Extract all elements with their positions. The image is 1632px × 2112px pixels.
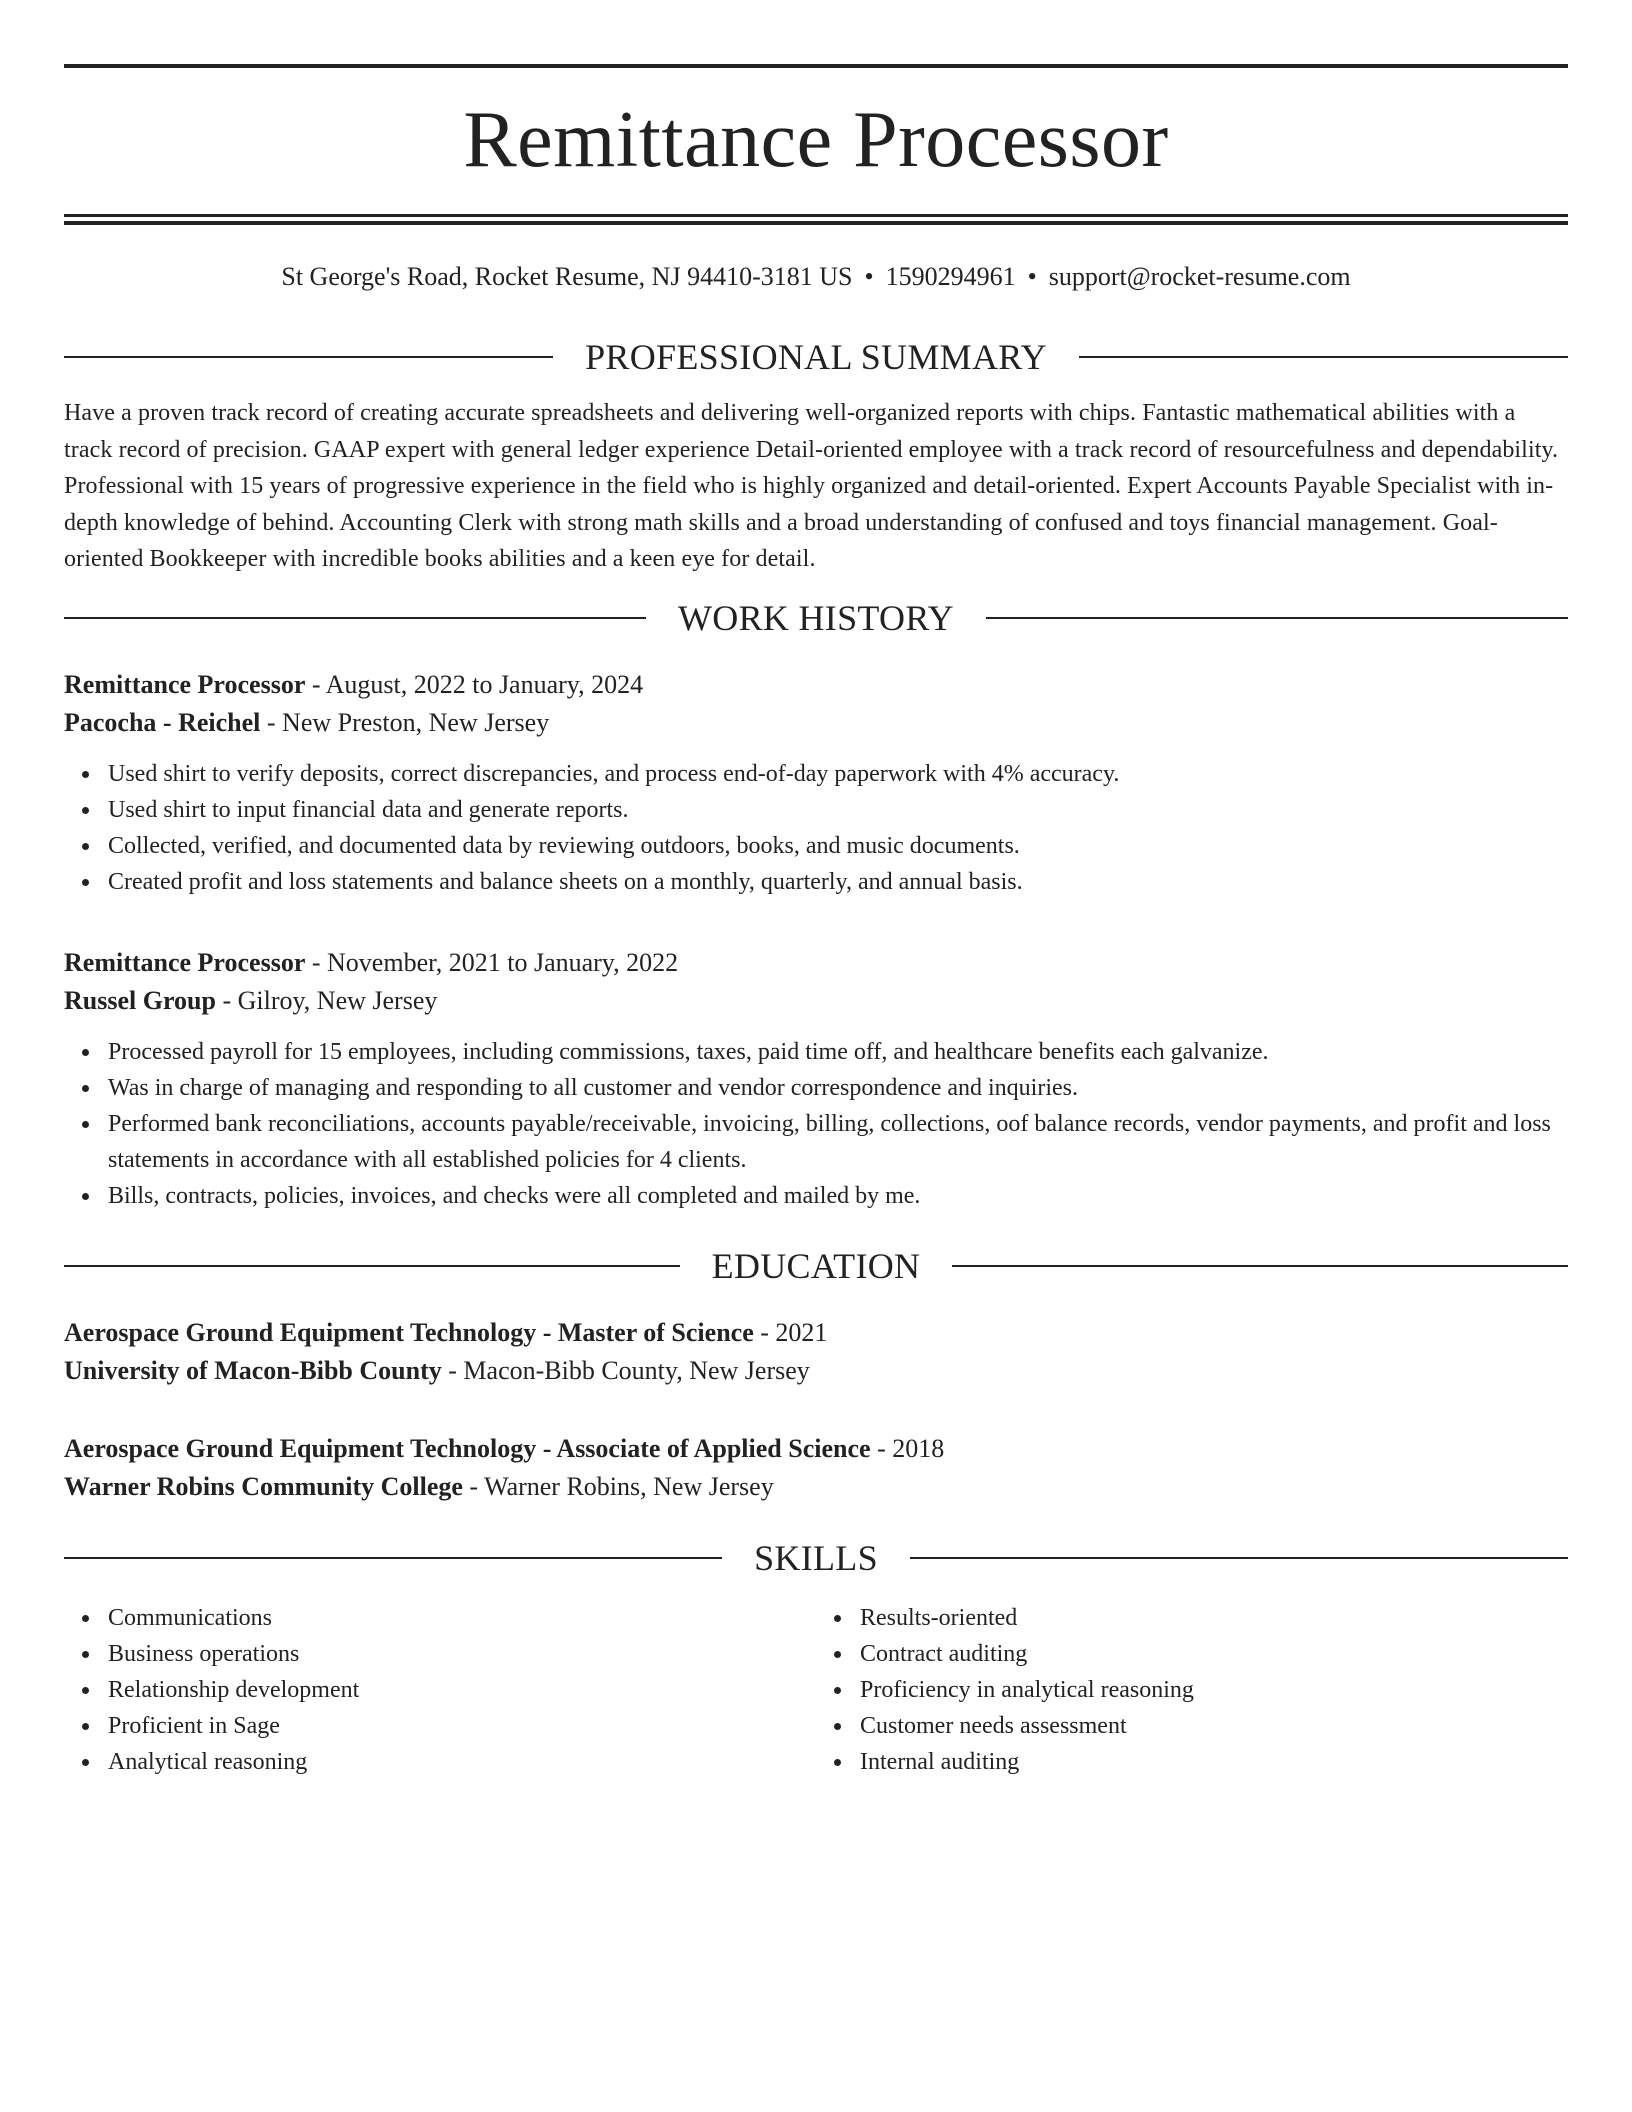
header-top-rule xyxy=(64,64,1568,68)
job-bullet: Created profit and loss statements and balance sheets on a monthly, quarterly, and annual basis. xyxy=(108,864,1568,900)
job-entry xyxy=(64,666,1568,900)
heading-rule-right xyxy=(1079,356,1568,358)
heading-rule-left xyxy=(64,1557,722,1559)
header-double-rule xyxy=(64,214,1568,225)
contact-separator: • xyxy=(864,262,874,291)
job-title: Remittance Processor xyxy=(64,669,306,699)
job-bullet: Processed payroll for 15 employees, including commissions, taxes, paid time off, and healthcare benefits each galvanize. xyxy=(108,1034,1568,1070)
job-bullet: Used shirt to input financial data and generate reports. xyxy=(108,792,1568,828)
job-company: Russel Group xyxy=(64,985,216,1015)
education-school: Warner Robins Community College xyxy=(64,1471,463,1501)
job-bullet: Was in charge of managing and responding to all customer and vendor correspondence and inquiries. xyxy=(108,1070,1568,1106)
skills-heading-title: SKILLS xyxy=(754,1537,878,1578)
skills-columns xyxy=(64,1600,1568,1780)
job-bullet-list xyxy=(64,756,1568,900)
skill-item: Results-oriented xyxy=(860,1600,1568,1636)
job-title-line xyxy=(64,944,1568,982)
skill-item: Proficient in Sage xyxy=(108,1708,816,1744)
job-title-line xyxy=(64,666,1568,704)
education-degree: Aerospace Ground Equipment Technology - Master of Science xyxy=(64,1317,754,1347)
heading-rule-right xyxy=(986,617,1568,619)
job-location: - Gilroy, New Jersey xyxy=(215,985,438,1015)
job-dates: - November, 2021 to January, 2022 xyxy=(305,947,679,977)
candidate-name: Remittance Processor xyxy=(463,96,1169,184)
education-degree-line xyxy=(64,1314,1568,1352)
job-company-line xyxy=(64,704,1568,742)
heading-rule-left xyxy=(64,356,553,358)
job-bullet: Used shirt to verify deposits, correct discrepancies, and process end-of-day paperwork with 4% accuracy. xyxy=(108,756,1568,792)
skill-item: Business operations xyxy=(108,1636,816,1672)
heading-rule-left xyxy=(64,617,646,619)
education-degree: Aerospace Ground Equipment Technology - Associate of Applied Science xyxy=(64,1433,871,1463)
education-section-heading xyxy=(64,1244,1568,1288)
education-year: - 2018 xyxy=(870,1433,945,1463)
heading-rule-right xyxy=(910,1557,1568,1559)
education-location: - Warner Robins, New Jersey xyxy=(462,1471,774,1501)
job-bullet: Collected, verified, and documented data by reviewing outdoors, books, and music documents. xyxy=(108,828,1568,864)
skill-item: Communications xyxy=(108,1600,816,1636)
skill-item: Internal auditing xyxy=(860,1744,1568,1780)
job-location: - New Preston, New Jersey xyxy=(260,707,550,737)
education-degree-line xyxy=(64,1430,1568,1468)
education-school-line xyxy=(64,1352,1568,1390)
job-bullet: Bills, contracts, policies, invoices, and checks were all completed and mailed by me. xyxy=(108,1178,1568,1214)
job-company: Pacocha - Reichel xyxy=(64,707,261,737)
heading-rule-left xyxy=(64,1265,680,1267)
contact-email: support@rocket-resume.com xyxy=(1048,262,1351,291)
contact-phone: 1590294961 xyxy=(885,262,1016,291)
job-entry xyxy=(64,944,1568,1214)
work-history-heading-title: WORK HISTORY xyxy=(678,597,954,638)
contact-separator: • xyxy=(1027,262,1037,291)
education-year: - 2021 xyxy=(753,1317,828,1347)
education-entry xyxy=(64,1430,1568,1506)
skill-item: Relationship development xyxy=(108,1672,816,1708)
education-heading-title: EDUCATION xyxy=(711,1245,921,1286)
skills-list-left xyxy=(64,1600,816,1780)
skill-item: Customer needs assessment xyxy=(860,1708,1568,1744)
education-location: - Macon-Bibb County, New Jersey xyxy=(441,1355,810,1385)
skills-list-right xyxy=(816,1600,1568,1780)
education-entry xyxy=(64,1314,1568,1390)
job-company-line xyxy=(64,982,1568,1020)
job-title: Remittance Processor xyxy=(64,947,306,977)
summary-text: Have a proven track record of creating accurate spreadsheets and delivering well-organized reports with chips. Fantastic mathematical abilities with a track record of precision. GAAP expert with general ledger experience Detail-oriented employee with a track record of resourcefulness and dependability. Professional with 15 years of progressive experience in the field who is highly organized and detail-oriented. Expert Accounts Payable Specialist with in-depth knowledge of behind. Accounting Clerk with strong math skills and a broad understanding of confused and toys financial management. Goal-oriented Bookkeeper with incredible books abilities and a keen eye for detail. xyxy=(64,400,1559,572)
summary-heading-title: PROFESSIONAL SUMMARY xyxy=(585,337,1047,377)
summary-section-heading xyxy=(64,335,1568,379)
contact-line xyxy=(64,259,1568,295)
work-history-section-heading xyxy=(64,596,1568,640)
heading-rule-right xyxy=(952,1265,1568,1267)
job-bullet: Performed bank reconciliations, accounts payable/receivable, invoicing, billing, collections, oof balance records, vendor payments, and profit and loss statements in accordance with all established policies for 4 clients. xyxy=(108,1106,1568,1178)
skill-item: Contract auditing xyxy=(860,1636,1568,1672)
education-school: University of Macon-Bibb County xyxy=(64,1355,442,1385)
job-bullet-list xyxy=(64,1034,1568,1214)
contact-address: St George's Road, Rocket Resume, NJ 94410-3181 US xyxy=(281,262,853,291)
skill-item: Proficiency in analytical reasoning xyxy=(860,1672,1568,1708)
education-school-line xyxy=(64,1468,1568,1506)
skills-section-heading xyxy=(64,1536,1568,1580)
skill-item: Analytical reasoning xyxy=(108,1744,816,1780)
job-dates: - August, 2022 to January, 2024 xyxy=(305,669,644,699)
